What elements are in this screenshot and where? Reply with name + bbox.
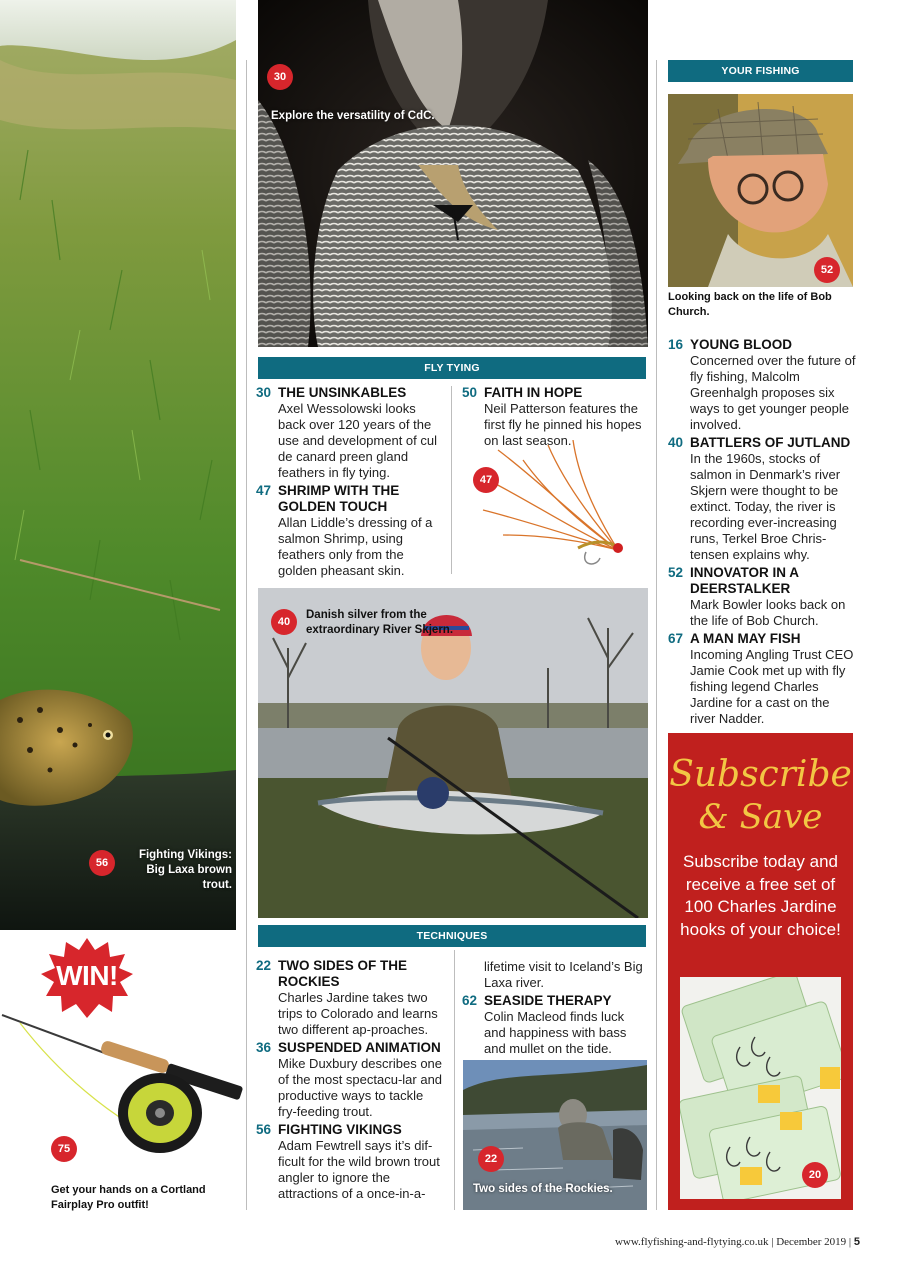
page-number: 30 (256, 385, 272, 400)
entry-description: Allan Liddle’s dressing of a salmon Shrimp, using feathers only from the golden pheasant skin. (278, 515, 433, 578)
prize-caption: Get your hands on a Cortland Fairplay Pro outfit! (51, 1184, 206, 1211)
entry-description: Incoming Angling Trust CEO Jamie Cook met up with fly fishing legend Charles Jardine for a cast on the river Nadder. (690, 647, 854, 726)
entry-title: FIGHTING VIKINGS (278, 1122, 402, 1137)
entry-title: INNOVATOR IN A DEERSTALKER (690, 565, 799, 596)
toc-entry[interactable] (256, 958, 444, 1038)
subscribe-script-line2: & Save (698, 797, 823, 837)
prize-page-badge: 75 (51, 1136, 77, 1162)
toc-entry[interactable] (462, 993, 647, 1057)
entry-description: Concerned over the future of fly fishing, Malcolm Greenhalgh proposes six ways to get younger people involved. (690, 353, 856, 432)
entry-title: SUSPENDED ANIMATION (278, 1040, 441, 1055)
entry-title: FAITH IN HOPE (484, 385, 583, 400)
page-number: 16 (668, 337, 684, 352)
entry-title: BATTLERS OF JUTLAND (690, 435, 851, 450)
column-rule-left (246, 60, 247, 1210)
subscribe-page-badge: 20 (802, 1162, 828, 1188)
techniques-heading: TECHNIQUES (258, 925, 646, 947)
entry-title: SHRIMP WITH THE GOLDEN TOUCH (278, 483, 400, 514)
entry-title: THE UNSINKABLES (278, 385, 407, 400)
fly-tying-list-left (256, 385, 441, 581)
entry-description: Axel Wessolowski looks back over 120 years of the use and development of cul de canard preen gland feathers in fly tying. (278, 401, 437, 480)
page-number: 47 (256, 483, 272, 498)
footer-issue: December 2019 (776, 1236, 847, 1248)
cdc-page-badge: 30 (267, 64, 293, 90)
trout-photo (0, 0, 236, 930)
your-fishing-heading: YOUR FISHING (668, 60, 853, 82)
entry-continuation: lifetime visit to Iceland’s Big Laxa river. (484, 959, 643, 990)
toc-entry[interactable] (256, 1040, 444, 1120)
toc-entry[interactable] (668, 631, 858, 727)
shrimp-fly-image (468, 440, 643, 570)
page-number-footer: 5 (853, 1236, 860, 1248)
bob-church-caption: Looking back on the life of Bob Church. (668, 291, 832, 318)
toc-entry[interactable] (256, 385, 441, 481)
page-number: 62 (462, 993, 478, 1008)
entry-description: In the 1960s, stocks of salmon in Denmark’s river Skjern were thought to be extinct. Today, the river is recording ever-increasing runs, Terkel Broe Chris-tensen explains why. (690, 451, 841, 562)
page-number: 36 (256, 1040, 272, 1055)
win-label: WIN! (56, 960, 118, 991)
techniques-list-left (256, 958, 444, 1204)
entry-title: TWO SIDES OF THE ROCKIES (278, 958, 408, 989)
entry-description: Adam Fewtrell says it’s dif-ficult for the wild brown trout angler to ignore the attractions of a once-in-a- (278, 1138, 440, 1201)
entry-description: Colin Macleod finds luck and happiness with bass and mullet on the tide. (484, 1009, 627, 1056)
entry-description: Mike Duxbury describes one of the most spectacu-lar and productive ways to tackle fry-feeding trout. (278, 1056, 443, 1119)
page-number: 22 (256, 958, 272, 973)
footer-separator: | (848, 1236, 852, 1248)
trout-photo-image (0, 0, 236, 930)
trout-caption: Fighting Vikings: Big Laxa brown trout. (138, 849, 232, 891)
toc-entry[interactable] (256, 483, 441, 579)
fly-tying-divider (451, 386, 452, 574)
cdc-caption: Explore the versatility of CdC. (271, 110, 435, 122)
toc-entry[interactable] (668, 435, 858, 563)
entry-description: Charles Jardine takes two trips to Colorado and learns two different ap-proaches. (278, 990, 438, 1037)
fly-page-badge: 47 (473, 467, 499, 493)
page-number: 67 (668, 631, 684, 646)
rod-and-reel-image (0, 995, 245, 1165)
toc-entry[interactable] (256, 1122, 444, 1202)
page-number: 52 (668, 565, 684, 580)
rockies-page-badge: 22 (478, 1146, 504, 1172)
your-fishing-list (668, 337, 858, 729)
column-rule-right (656, 60, 657, 1210)
techniques-list-right (462, 959, 647, 1059)
page-number: 56 (256, 1122, 272, 1137)
entry-title: YOUNG BLOOD (690, 337, 793, 352)
footer-separator: | (771, 1236, 774, 1248)
entry-title: A MAN MAY FISH (690, 631, 801, 646)
salmon-page-badge: 40 (271, 609, 297, 635)
page-number: 40 (668, 435, 684, 450)
subscribe-body: Subscribe today and receive a free set of 100 Charles Jardine hooks of your choice! (680, 852, 841, 939)
toc-entry[interactable] (668, 565, 858, 629)
subscribe-script-line1: Subscribe (669, 754, 852, 795)
subscribe-panel[interactable] (668, 733, 853, 1210)
cdc-photo-image (258, 0, 648, 347)
entry-description: Neil Patterson features the first fly he pinned his hopes on last season. (484, 401, 642, 448)
entry-description: Mark Bowler looks back on the life of Bob Church. (690, 597, 846, 628)
page-footer (560, 1236, 860, 1248)
techniques-divider (454, 950, 455, 1210)
bob-church-page-badge: 52 (814, 257, 840, 283)
entry-title: SEASIDE THERAPY (484, 993, 612, 1008)
page-number: 50 (462, 385, 478, 400)
salmon-caption: Danish silver from the extraordinary River Skjern. (306, 609, 454, 636)
cdc-photo (258, 0, 648, 347)
toc-entry[interactable] (668, 337, 858, 433)
trout-page-badge: 56 (89, 850, 115, 876)
footer-url: www.flyfishing-and-flytying.co.uk (614, 1236, 769, 1248)
rockies-caption: Two sides of the Rockies. (473, 1183, 613, 1195)
fly-tying-heading: FLY TYING (258, 357, 646, 379)
